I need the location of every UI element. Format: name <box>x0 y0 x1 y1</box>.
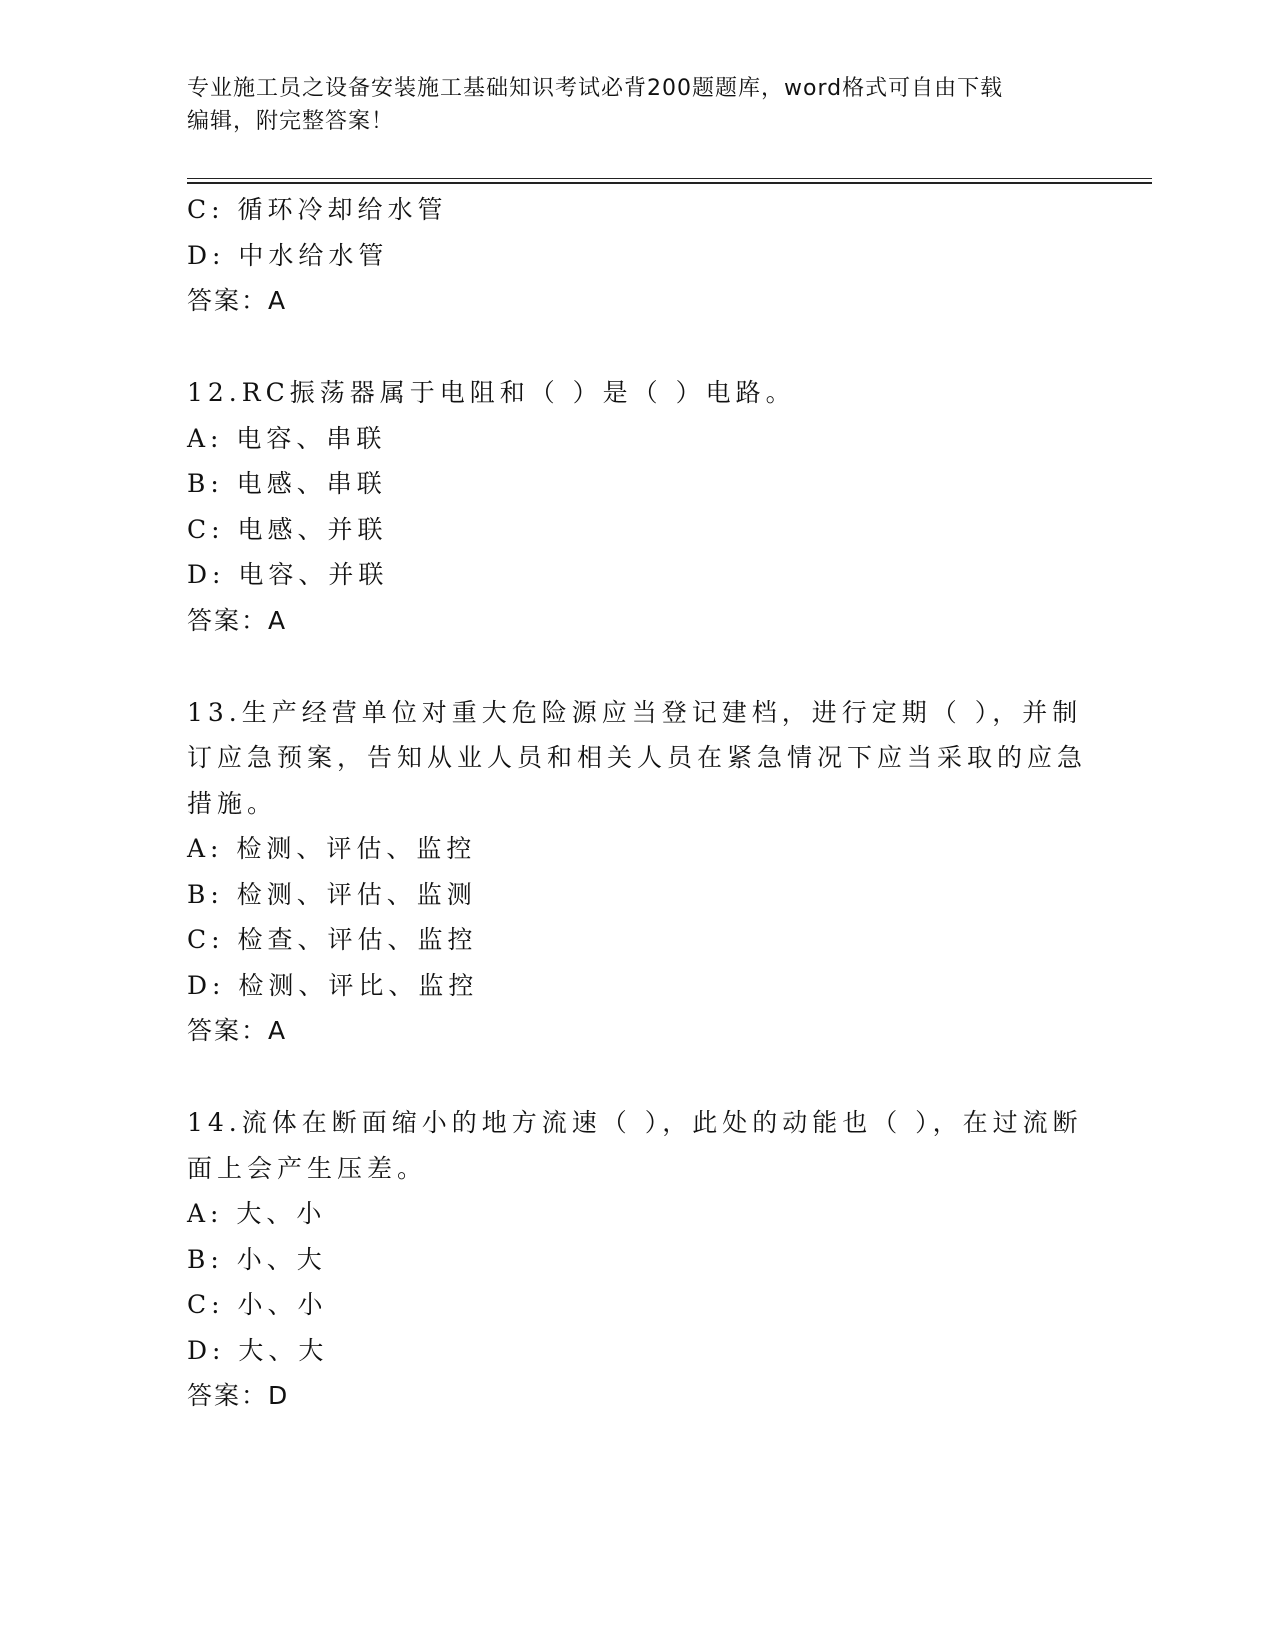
option-d: D: 大、大 <box>187 1335 329 1365</box>
spacer <box>187 324 1087 370</box>
spacer <box>187 1054 1087 1100</box>
page-header <box>187 72 1067 138</box>
option-d: D: 检测、评比、监控 <box>187 970 479 1000</box>
header-divider-thin <box>187 178 1152 179</box>
question-block-13 <box>187 690 1087 1055</box>
option-c: C: 小、小 <box>187 1290 328 1319</box>
option-c: C: 检查、评估、监控 <box>187 925 478 954</box>
option-b: B: 检测、评估、监测 <box>187 879 477 909</box>
spacer <box>187 644 1087 690</box>
question-text: 13.生产经营单位对重大危险源应当登记建档，进行定期（ ），并制 订应急预案，告知从业人员和相关人员在紧急情况下应当采取的应急 措施。 <box>187 697 1088 818</box>
answer-line: 答案：A <box>187 286 288 315</box>
answer-line: 答案：A <box>187 605 288 635</box>
option-d: D: 中水给水管 <box>187 240 389 270</box>
option-b: B: 小、大 <box>187 1244 327 1274</box>
question-block-14 <box>187 1100 1087 1419</box>
option-d: D: 电容、并联 <box>187 560 389 589</box>
header-line-1: 专业施工员之设备安装施工基础知识考试必背200题题库，word格式可自由下载 <box>187 76 1004 101</box>
answer-line: 答案：A <box>187 1016 288 1045</box>
header-divider-thick <box>187 182 1152 184</box>
header-line-2: 编辑，附完整答案！ <box>187 109 395 134</box>
question-block-prev <box>187 187 1087 324</box>
question-content <box>187 187 1087 1419</box>
option-a: A: 大、小 <box>187 1199 327 1228</box>
question-block-12 <box>187 370 1087 644</box>
option-c: C: 电感、并联 <box>187 514 388 544</box>
answer-line: 答案：D <box>187 1381 290 1410</box>
question-text: 14.流体在断面缩小的地方流速（ ），此处的动能也（ ），在过流断 面上会产生压差。 <box>187 1108 1083 1183</box>
question-text: 12.RC振荡器属于电阻和（ ）是（ ）电路。 <box>187 378 796 407</box>
option-b: B: 电感、串联 <box>187 469 387 498</box>
option-c: C: 循环冷却给水管 <box>187 195 448 224</box>
option-a: A: 电容、串联 <box>187 423 387 453</box>
option-a: A: 检测、评估、监控 <box>187 834 477 863</box>
